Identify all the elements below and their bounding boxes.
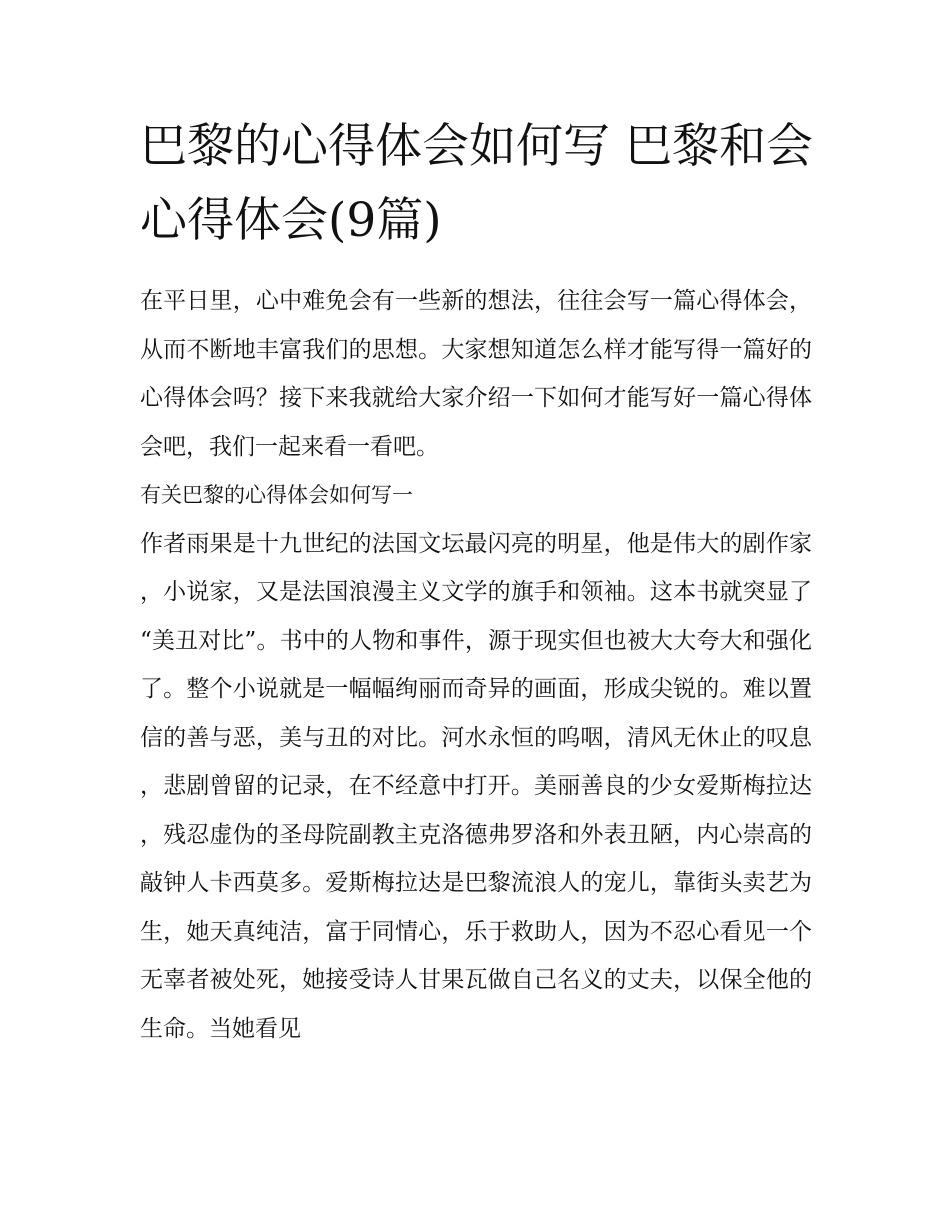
document-title: 巴黎的心得体会如何写 巴黎和会心得体会(9篇) [140, 119, 813, 248]
section-heading: 有关巴黎的心得体会如何写一 [140, 483, 413, 507]
intro-paragraph: 在平日里，心中难免会有一些新的想法，往往会写一篇心得体会，从而不断地丰富我们的思想。大家想知道怎么样才能写得一篇好的心得体会吗？接下来我就给大家介绍一下如何才能写好一篇心得体会吧，我们一起来看一看吧。 [140, 288, 812, 460]
document-body [140, 277, 812, 1053]
section-paragraph: 作者雨果是十九世纪的法国文坛最闪亮的明星，他是伟大的剧作家，小说家，又是法国浪漫主义文学的旗手和领袖。这本书就突显了“美丑对比”。书中的人物和事件，源于现实但也被大大夸大和强化了。整个小说就是一幅幅绚丽而奇异的画面，形成尖锐的。难以置信的善与恶，美与丑的对比。河水永恒的呜咽，清风无休止的叹息，悲剧曾留的记录，在不经意中打开。美丽善良的少女爱斯梅拉达，残忍虚伪的圣母院副教主克洛德弗罗洛和外表丑陋，内心崇高的敲钟人卡西莫多。爱斯梅拉达是巴黎流浪人的宠儿，靠街头卖艺为生，她天真纯洁，富于同情心，乐于救助人，因为不忍心看见一个无辜者被处死，她接受诗人甘果瓦做自己名义的丈夫，以保全他的生命。当她看见 [140, 530, 812, 1042]
